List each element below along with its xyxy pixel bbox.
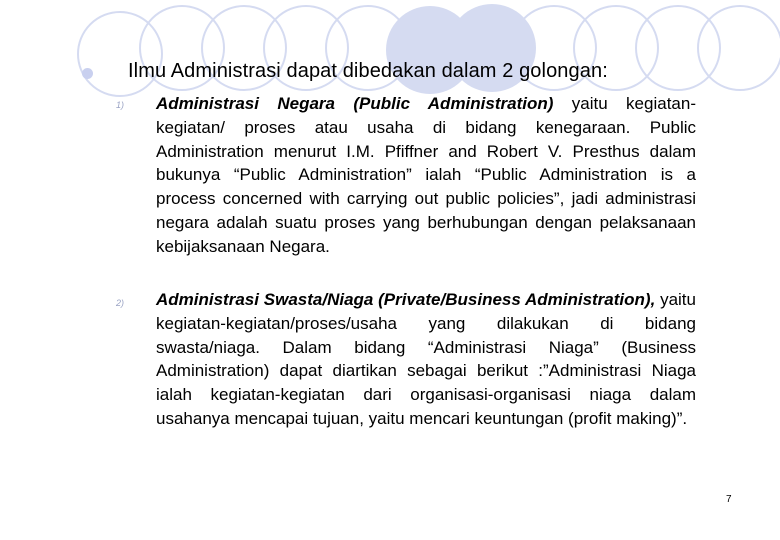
term-administrasi-negara: Administrasi Negara (Public Administration) bbox=[156, 94, 554, 113]
list-item-administrasi-swasta bbox=[156, 288, 696, 431]
bullet-icon bbox=[82, 68, 93, 79]
description-administrasi-negara: yaitu kegiatan-kegiatan/ proses atau usaha di bidang kenegaraan. Public Administration menurut I.M. Pfiffner and Robert V. Presthus dalam bukunya “Public Administration” ialah “Public Administration is a process concerned with carrying out public policies”, jadi administrasi negara adalah suatu proses yang berhubungan dengan pelaksanaan kebijaksanaan Negara. bbox=[156, 94, 696, 256]
list-number-2: 2) bbox=[116, 298, 125, 308]
term-administrasi-swasta: Administrasi Swasta/Niaga (Private/Business Administration), bbox=[156, 290, 656, 309]
description-administrasi-swasta: yaitu kegiatan-kegiatan/proses/usaha yang dilakukan di bidang swasta/niaga. Dalam bidang “Administrasi Niaga” (Business Administration) dapat diartikan sebagai berikut :”Administrasi Niaga ialah kegiatan-kegiatan dari organisasi-organisasi niaga dalam usahanya mencapai tujuan, yaitu mencari keuntungan (profit making)”. bbox=[156, 290, 696, 428]
list-item-administrasi-negara bbox=[156, 92, 696, 259]
slide-heading: Ilmu Administrasi dapat dibedakan dalam 2 golongan: bbox=[128, 60, 608, 82]
page-number: 7 bbox=[726, 494, 732, 505]
list-number-1: 1) bbox=[116, 100, 125, 110]
